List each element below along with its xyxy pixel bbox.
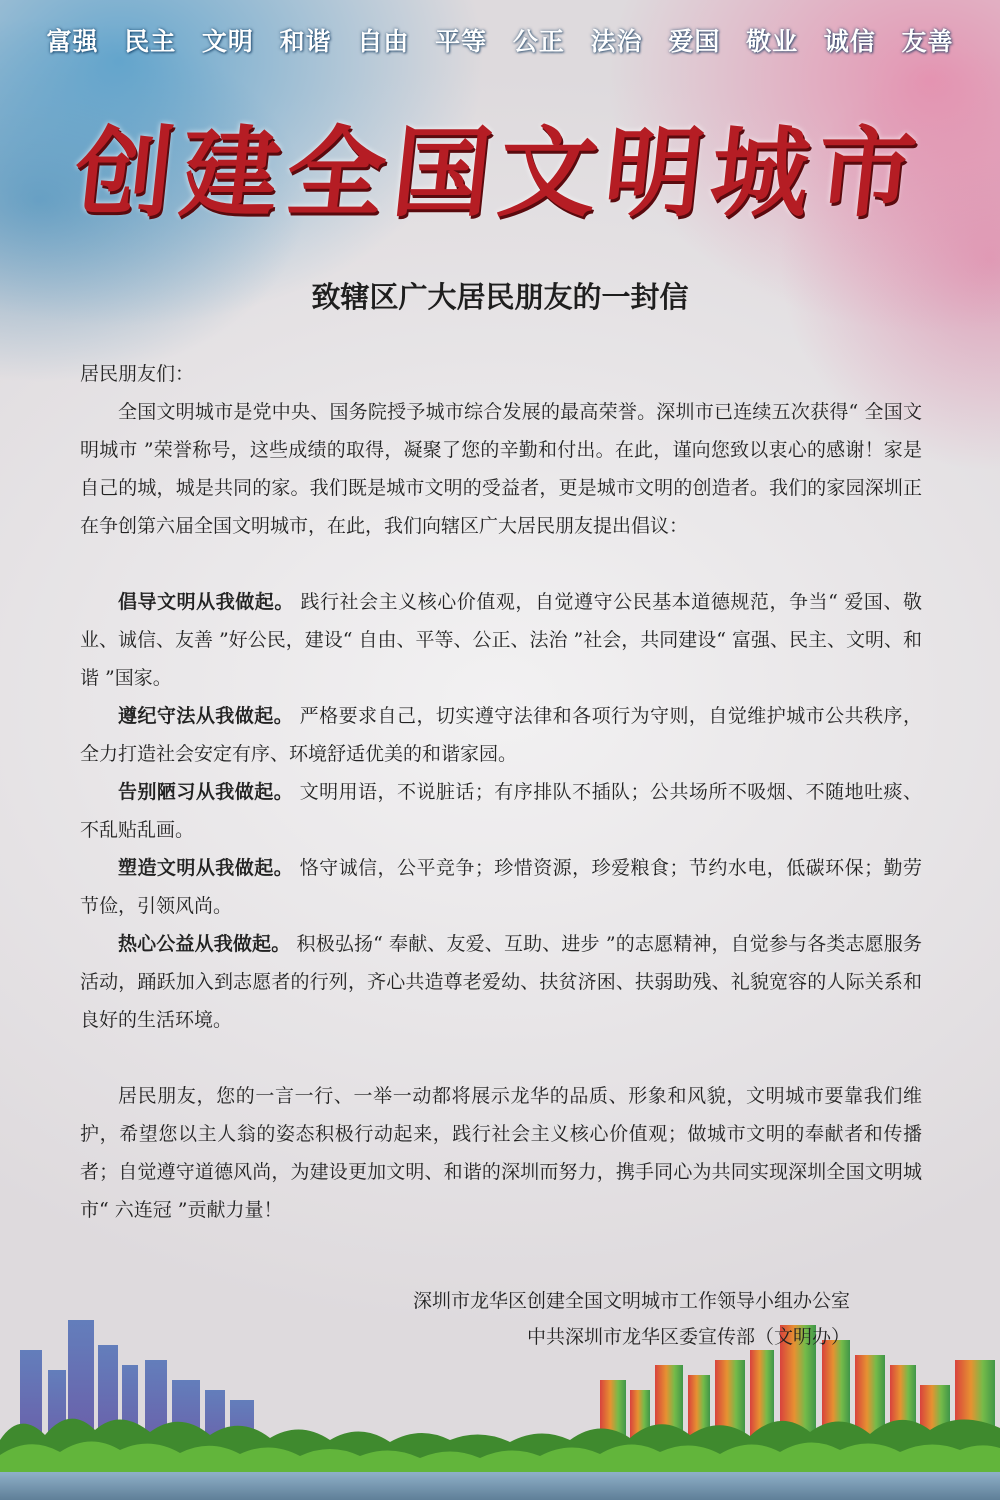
- paragraph-gap: [80, 545, 922, 583]
- initiative-paragraph: [80, 773, 922, 849]
- initiative-lead: 遵纪守法从我做起。: [118, 705, 294, 727]
- core-value: 爱国: [668, 27, 721, 56]
- core-value: 富强: [46, 27, 99, 56]
- core-value: 民主: [124, 27, 177, 56]
- greeting: 居民朋友们：: [80, 363, 195, 385]
- core-values-banner: [0, 22, 1000, 58]
- initiative-paragraph: [80, 849, 922, 925]
- letter-body: [80, 355, 922, 1229]
- initiative-lead: 告别陋习从我做起。: [118, 781, 294, 803]
- initiative-text: 践行社会主义核心价值观，自觉遵守公民基本道德规范，争当“ 爱国、敬业、诚信、友善 ”好公民，建设“ 自由、平等、公正、法治 ”社会，共同建设“ 富强、民主、文明、和谐 ”国家。: [80, 591, 923, 689]
- core-value: 敬业: [746, 27, 799, 56]
- letter-title: 致辖区广大居民朋友的一封信: [311, 280, 689, 314]
- signature-block: [370, 1283, 850, 1355]
- initiative-lead: 倡导文明从我做起。: [118, 591, 294, 613]
- initiative-paragraph: [80, 583, 922, 697]
- initiative-paragraph: [80, 925, 922, 1039]
- intro-paragraph: 全国文明城市是党中央、国务院授予城市综合发展的最高荣誉。深圳市已连续五次获得“ 全国文明城市 ”荣誉称号，这些成绩的取得，凝聚了您的辛勤和付出。在此，谨向您致以衷心的感谢！家是自己的城，城是共同的家。我们既是城市文明的受益者，更是城市文明的创造者。我们的家园深圳正在争创第六届全国文明城市，在此，我们向辖区广大居民朋友提出倡议：: [80, 401, 922, 537]
- initiative-paragraph: [80, 697, 922, 773]
- closing-paragraph: 居民朋友，您的一言一行、一举一动都将展示龙华的品质、形象和风貌，文明城市要靠我们维护，希望您以主人翁的姿态积极行动起来，践行社会主义核心价值观；做城市文明的奉献者和传播者；自觉遵守道德风尚，为建设更加文明、和谐的深圳而努力，携手同心为共同实现深圳全国文明城市“ 六连冠 ”贡献力量！: [80, 1085, 922, 1221]
- initiative-text: 文明用语，不说脏话；有序排队不插队；公共场所不吸烟、不随地吐痰、不乱贴乱画。: [80, 781, 922, 841]
- core-value: 平等: [435, 27, 488, 56]
- initiative-text: 积极弘扬“ 奉献、友爱、互助、进步 ”的志愿精神，自觉参与各类志愿服务活动，踊跃加入到志愿者的行列，齐心共造尊老爱幼、扶贫济困、扶弱助残、礼貌宽容的人际关系和良好的生活环境。: [80, 933, 922, 1031]
- paragraph-gap: [80, 1039, 922, 1077]
- core-value: 法治: [590, 27, 643, 56]
- initiative-lead: 热心公益从我做起。: [118, 933, 291, 955]
- initiative-text: 恪守诚信，公平竞争；珍惜资源，珍爱粮食；节约水电，低碳环保；勤劳节俭，引领风尚。: [80, 857, 922, 917]
- initiative-lead: 塑造文明从我做起。: [118, 857, 294, 879]
- river: [0, 1472, 1000, 1500]
- core-value: 公正: [512, 27, 565, 56]
- core-value: 诚信: [823, 27, 876, 56]
- core-value: 文明: [201, 27, 254, 56]
- initiative-text: 严格要求自己，切实遵守法律和各项行为守则，自觉维护城市公共秩序，全力打造社会安定有序、环境舒适优美的和谐家园。: [80, 705, 922, 765]
- signature-line: 中共深圳市龙华区委宣传部（文明办）: [526, 1326, 850, 1348]
- core-value: 和谐: [279, 27, 332, 56]
- core-value: 自由: [357, 27, 410, 56]
- headline: 创建全国文明城市: [69, 116, 930, 231]
- signature-line: 深圳市龙华区创建全国文明城市工作领导小组办公室: [412, 1290, 850, 1312]
- core-value: 友善: [901, 27, 954, 56]
